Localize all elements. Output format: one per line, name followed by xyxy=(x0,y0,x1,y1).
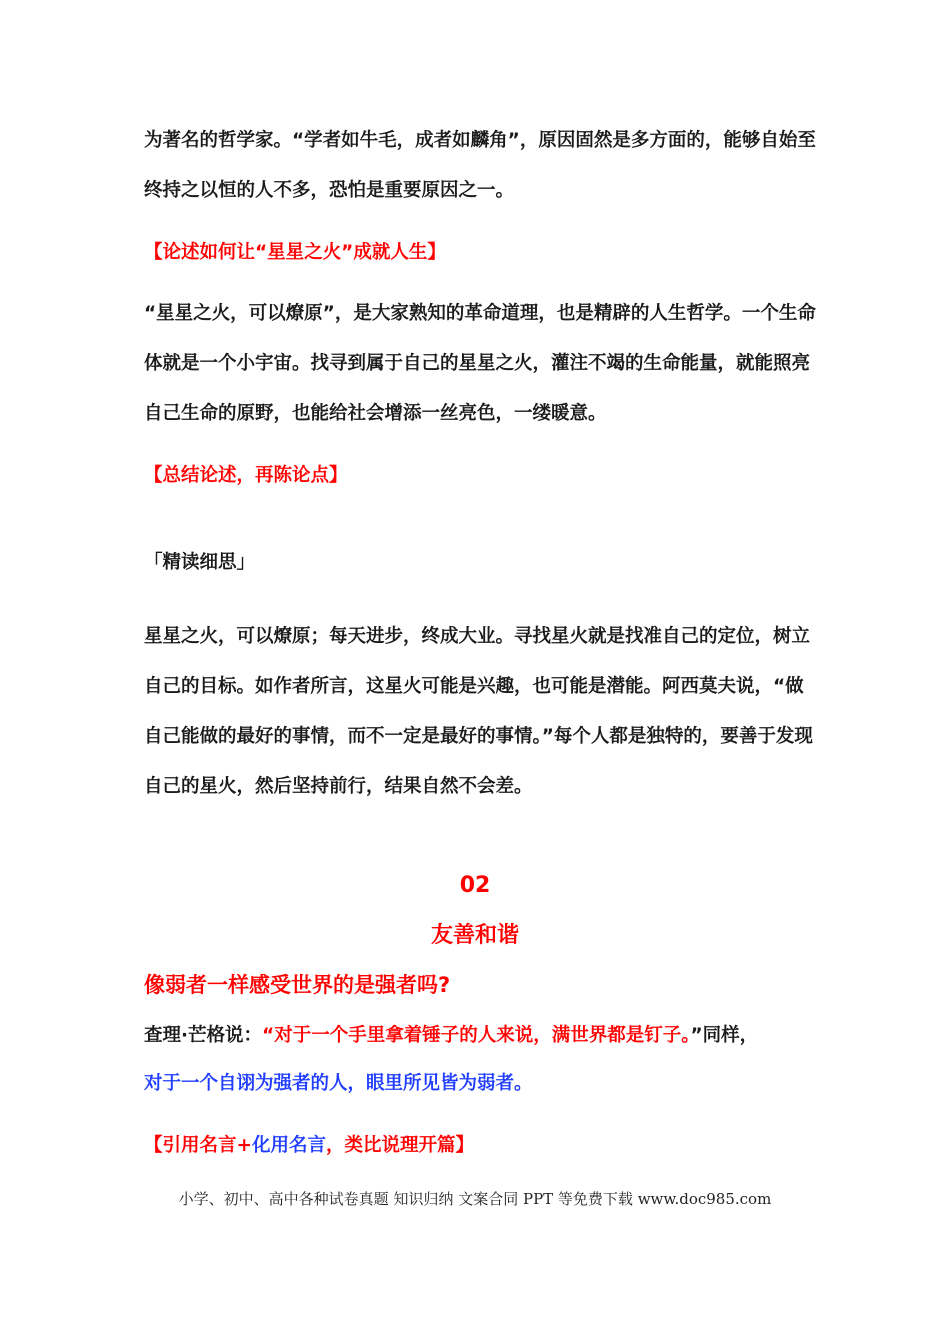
annotation-3-part-b-highlight: 化用名言 xyxy=(252,1135,327,1156)
annotation-2: 【总结论述，再陈论点】 xyxy=(144,465,348,486)
annotation-1: 【论述如何让“星星之火”成就人生】 xyxy=(144,242,446,263)
section-title: 友善和谐 xyxy=(430,923,519,948)
quote-suffix: ”同样， xyxy=(690,1025,759,1046)
reading-label: 「精读细思」 xyxy=(144,552,256,573)
paragraph-2: “星星之火，可以燎原”，是大家熟知的革命道理，也是精辟的人生哲学。一个生命体就是一个小宇宙。找寻到属于自己的星星之火，灌注不竭的生命能量，就能照亮自己生命的原野，也能给社会增添一丝亮色，一缕暖意。 xyxy=(144,303,816,424)
paragraph-3: 星星之火，可以燎原；每天进步，终成大业。寻找星火就是找准自己的定位，树立自己的目标。如作者所言，这星火可能是兴趣，也可能是潜能。阿西莫夫说，“做自己能做的最好的事情，而不一定是最好的事情。”每个人都是独特的，要善于发现自己的星火，然后坚持前行，结果自然不会差。 xyxy=(144,626,813,797)
quote-text: “对于一个手里拿着锤子的人来说，满世界都是钉子。 xyxy=(262,1025,691,1046)
annotation-3-plus: + xyxy=(236,1135,253,1156)
section-number: 02 xyxy=(459,873,491,898)
annotation-3 xyxy=(144,1121,816,1171)
annotation-3-part-b-rest: ，类比说理开篇】 xyxy=(326,1135,475,1156)
annotation-3-part-a: 【引用名言 xyxy=(144,1135,237,1156)
paragraph-5: 对于一个自诩为强者的人，眼里所见皆为弱者。 xyxy=(144,1073,533,1094)
paragraph-4 xyxy=(144,1011,816,1061)
paragraph-1: 为著名的哲学家。“学者如牛毛，成者如麟角”，原因固然是多方面的，能够自始至终持之以恒的人不多，恐怕是重要原因之一。 xyxy=(144,130,816,201)
page-footer: 小学、初中、高中各种试卷真题 知识归纳 文案合同 PPT 等免费下载 www.doc985.com xyxy=(178,1190,772,1208)
essay-title: 像弱者一样感受世界的是强者吗? xyxy=(144,973,451,997)
quote-attribution: 查理·芒格说： xyxy=(144,1025,263,1046)
